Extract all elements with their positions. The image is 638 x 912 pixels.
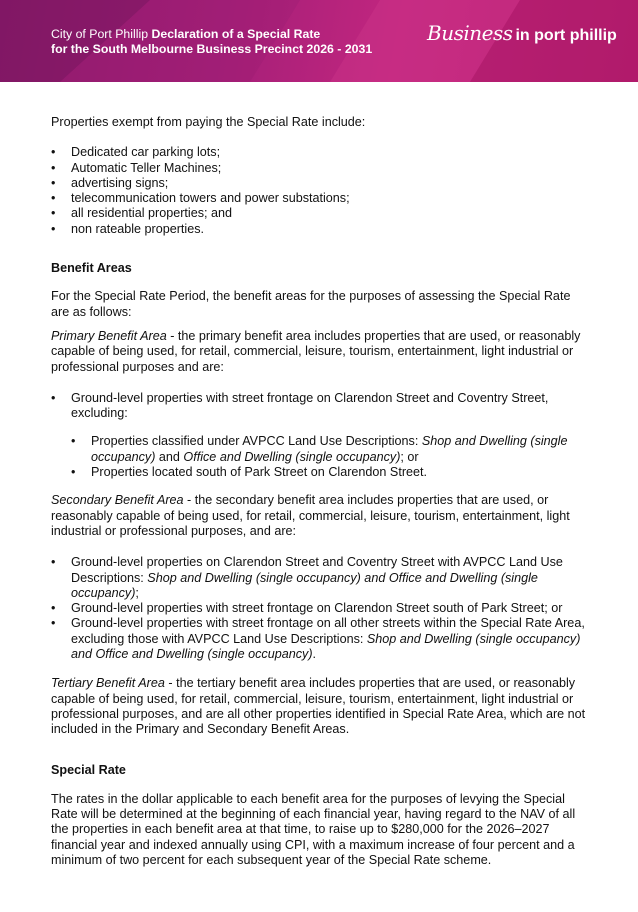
list-item	[51, 391, 587, 480]
list-item: • Dedicated car parking lots;	[51, 145, 587, 160]
tertiary-paragraph	[51, 676, 587, 737]
primary-text: - the primary benefit area includes properties that are used, or reasonably capable of being used, for retail, commercial, leisure, tourism, entertainment, light industrial or professional purposes and are:	[51, 328, 581, 374]
special-rate-text: The rates in the dollar applicable to each benefit area for the purposes of levying the Special Rate will be determined at the beginning of each financial year, having regard to the NAV of all the properties in each benefit area at that time, to raise up to $280,000 for the 2026–2027 financial year and indexed annually using CPI, with a maximum increase of four percent and a minimum of two percent for each subsequent year of the Special Rate scheme.	[51, 791, 576, 867]
list-item: • Ground-level properties with street frontage on Clarendon Street south of Park Street; or	[51, 601, 587, 616]
exempt-intro: Properties exempt from paying the Special Rate include:	[51, 115, 366, 129]
sub-text: ; or	[400, 449, 419, 464]
sub-italic: Office and Dwelling (single occupancy)	[183, 449, 401, 464]
logo-tagline: in port phillip	[515, 27, 617, 44]
secondary-paragraph	[51, 493, 587, 539]
secondary-text: - the secondary benefit area includes properties that are used, or reasonably capable of being used, for retail, commercial, leisure, tourism, entertainment, light industrial or professional purposes, and are:	[51, 493, 570, 538]
list-item	[51, 616, 587, 662]
logo-script-word: Business	[427, 21, 513, 45]
item-text: .	[312, 647, 317, 662]
document-body	[51, 115, 587, 868]
list-item	[51, 434, 587, 465]
item-text: ;	[135, 585, 139, 600]
list-item: • all residential properties; and	[51, 206, 587, 221]
title-bold-line-2: for the South Melbourne Business Precinct 2026 - 2031	[51, 41, 373, 56]
primary-list	[51, 391, 587, 480]
primary-paragraph	[51, 329, 587, 375]
exempt-list	[51, 145, 587, 237]
primary-exclusions-list	[51, 434, 587, 480]
benefit-areas-heading: Benefit Areas	[51, 261, 132, 276]
primary-item-text: Ground-level properties with street frontage on Clarendon Street and Coventry Street, excluding:	[71, 390, 549, 421]
sub-italic: Shop and Dwelling (single occupancy)	[91, 434, 568, 464]
list-item: • telecommunication towers and power substations;	[51, 191, 587, 206]
special-rate-heading: Special Rate	[51, 762, 126, 777]
secondary-list	[51, 555, 587, 662]
sub-text: and	[155, 449, 184, 464]
business-in-port-phillip-logo	[427, 21, 617, 45]
primary-term: Primary Benefit Area	[51, 328, 167, 343]
secondary-term: Secondary Benefit Area	[51, 493, 184, 508]
list-item: • advertising signs;	[51, 176, 587, 191]
title-prefix: City of Port Phillip	[51, 27, 152, 41]
item-italic: Shop and Dwelling (single occupancy) and Office and Dwelling (single occupancy)	[71, 570, 538, 600]
list-item: • Properties located south of Park Street on Clarendon Street.	[51, 465, 587, 480]
list-item: • Automatic Teller Machines;	[51, 161, 587, 176]
title-bold-line-1: Declaration of a Special Rate	[151, 27, 321, 41]
list-item	[51, 555, 587, 601]
item-text: Ground-level properties on Clarendon Street and Coventry Street with AVPCC Land Use Descriptions:	[71, 555, 563, 585]
sub-text: Properties classified under AVPCC Land Use Descriptions:	[91, 434, 422, 449]
item-text: Ground-level properties with street frontage on all other streets within the Special Rate Area, excluding those with AVPCC Land Use Descriptions:	[71, 616, 585, 646]
list-item: • non rateable properties.	[51, 222, 587, 237]
item-italic: Shop and Dwelling (single occupancy) and Office and Dwelling (single occupancy)	[71, 631, 581, 662]
tertiary-term: Tertiary Benefit Area	[51, 676, 165, 691]
benefit-intro: For the Special Rate Period, the benefit areas for the purposes of assessing the Special Rate are as follows:	[51, 289, 571, 319]
page-header-band	[0, 0, 638, 82]
tertiary-text: - the tertiary benefit area includes properties that are used, or reasonably capable of being used, for retail, commercial, leisure, tourism, entertainment, light industrial or professional purposes, and are all other properties identified in Special Rate Area, which are not included in the Primary and Secondary Benefit Areas.	[51, 676, 586, 737]
document-title	[51, 27, 431, 56]
